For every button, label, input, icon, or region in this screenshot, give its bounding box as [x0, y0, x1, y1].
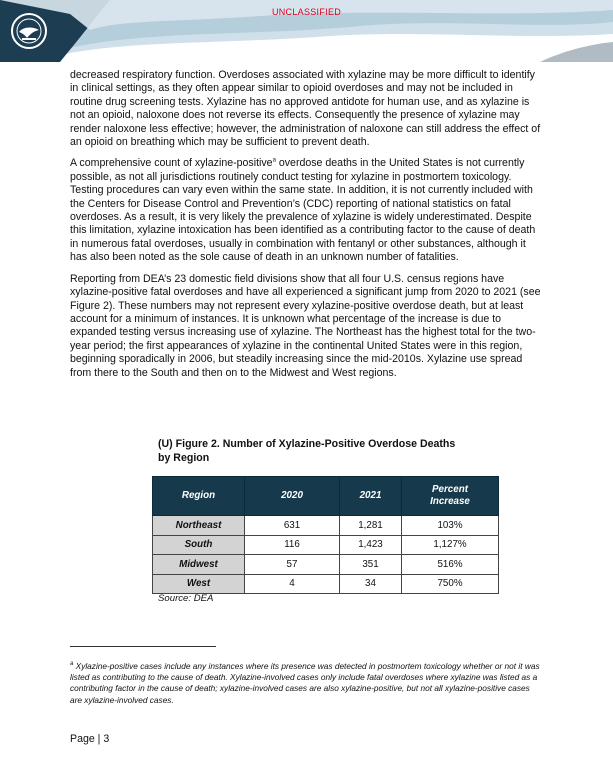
region-cell: Midwest — [153, 555, 245, 575]
figure-title: (U) Figure 2. Number of Xylazine-Positive Overdose Deaths by Region — [158, 438, 456, 464]
paragraph-1: decreased respiratory function. Overdoses associated with xylazine may be more difficult to identify in clinical settings, as they often appear similar to opioid overdoses and may not be included in routine drug screening tests. Xylazine has no approved antidote for human use, and as xylazine is not an opioid, naloxone does not reverse its effects. Consequently the presence of xylazine may render naloxone less effective; however, the administration of naloxone can still address the effect of an opioid on breathing which may be sufficient to prevent death. — [70, 69, 541, 149]
paragraph-2 — [70, 157, 542, 264]
table-row — [153, 574, 499, 594]
footnote — [70, 661, 542, 706]
value-2020-cell: 4 — [245, 574, 340, 594]
value-2020-cell: 631 — [245, 516, 340, 536]
paragraph-2-rest: overdose deaths in the United States is not currently possible, as not all jurisdictions routinely conduct testing for xylazine in postmortem toxicology. — [70, 157, 525, 183]
region-cell: West — [153, 574, 245, 594]
region-cell: South — [153, 535, 245, 555]
percent-increase-cell: 516% — [402, 555, 499, 575]
footnote-ref-a: a — [272, 157, 276, 164]
percent-increase-cell: 103% — [402, 516, 499, 536]
table-row — [153, 516, 499, 536]
body-text — [70, 69, 542, 388]
column-header-2021: 2021 — [340, 477, 402, 516]
table-row — [153, 555, 499, 575]
region-cell: Northeast — [153, 516, 245, 536]
value-2020-cell: 57 — [245, 555, 340, 575]
paragraph-2-lead: A comprehensive count of xylazine-positive — [70, 157, 273, 170]
column-header-region: Region — [153, 477, 245, 516]
value-2021-cell: 1,423 — [340, 535, 402, 555]
paragraph-2-continued: Testing procedures can vary even within the same state. In addition, it is not currently included with the Centers for Disease Control and Prevention’s (CDC) reporting of national statistics on fatal overdoses. As a result, it is very likely the prevalence of xylazine is widely underestimated. Despite this limitation, xylazine intoxication has been identified as a contributing factor to the cause of death in numerous fatal overdoses, usually in combination with fentanyl or other substances, although it has also been noted as the sole cause of death in an unknown number of fatalities. — [70, 184, 536, 264]
table-row — [153, 535, 499, 555]
percent-increase-label: Percent Increase — [430, 484, 470, 507]
percent-increase-cell: 1,127% — [402, 535, 499, 555]
table-header-row — [153, 477, 499, 516]
value-2021-cell: 351 — [340, 555, 402, 575]
figure-source: Source: DEA — [158, 593, 214, 604]
column-header-percent-increase — [402, 477, 499, 516]
value-2020-cell: 116 — [245, 535, 340, 555]
header-band — [0, 0, 613, 62]
overdose-deaths-table — [152, 476, 499, 594]
value-2021-cell: 1,281 — [340, 516, 402, 536]
percent-increase-cell: 750% — [402, 574, 499, 594]
paragraph-3: Reporting from DEA’s 23 domestic field divisions show that all four U.S. census regions have xylazine-positive fatal overdoses and have all experienced a significant jump from 2020 to 2021 (see Figure 2). These numbers may not represent every xylazine-positive overdose death, but at least account for a minimum of instances. It is unknown what percentage of the increase is due to expanded testing versus increasing use of xylazine. The Northeast has the highest total for the two-year period; the first appearances of xylazine in the continental United States were in this region, beginning sporadically in 2006, but steadily increasing since the mid-2010s. Xylazine use spread from there to the South and then on to the Midwest and West regions. — [70, 272, 541, 379]
footnote-marker: a — [70, 661, 74, 668]
column-header-2020: 2020 — [245, 477, 340, 516]
dea-seal-icon — [10, 12, 48, 50]
value-2021-cell: 34 — [340, 574, 402, 594]
page-number: Page | 3 — [70, 733, 110, 745]
footnote-text: Xylazine-positive cases include any instances where its presence was detected in postmortem toxicology whether or not it was listed as contributing to the cause of death. Xylazine-involved cases only include fatal overdoses where xylazine was listed as a contributing factor in the cause of death; xylazine-involved cases are also xylazine-positive, but not all xylazine-positive cases are xylazine-involved cases. — [70, 661, 540, 705]
footnote-divider — [70, 646, 216, 647]
classification-banner: UNCLASSIFIED — [271, 7, 342, 17]
